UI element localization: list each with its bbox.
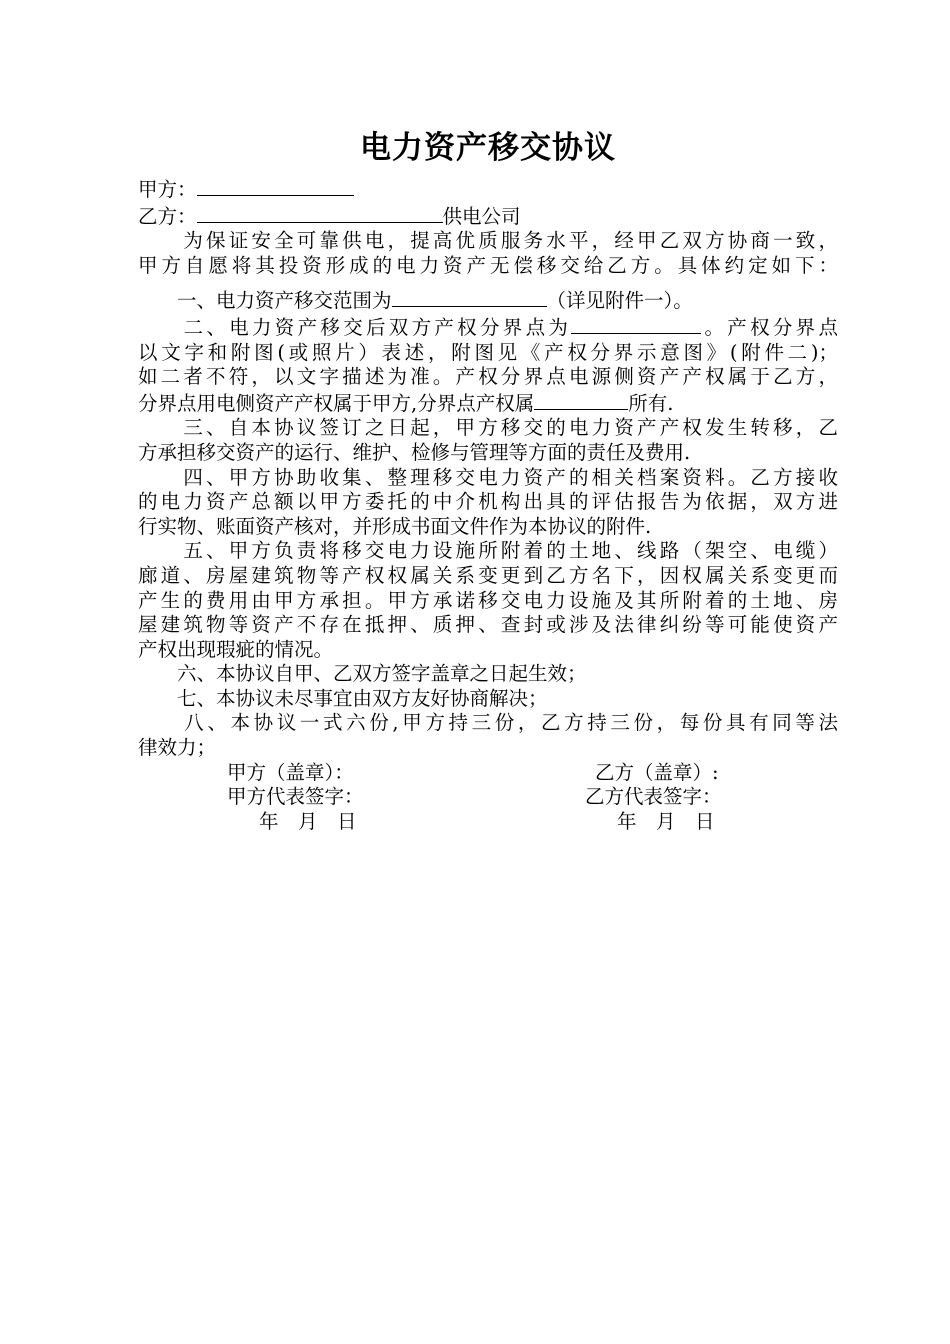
clause-4-line-3: 行实物、账面资产核对，并形成书面文件作为本协议的附件. — [138, 514, 652, 538]
party-a-line — [138, 176, 838, 203]
signature-date-row — [138, 810, 838, 835]
clause-2-line-1 — [138, 314, 838, 341]
clause-4-line-1: 四、甲方协助收集、整理移交电力资产的相关档案资料。乙方接收 — [138, 465, 838, 489]
paragraph-gap — [138, 278, 838, 287]
intro-line-2: 甲方自愿将其投资形成的电力资产无偿移交给乙方。具体约定如下： — [138, 253, 838, 277]
party-b-date: 年 月 日 — [617, 809, 715, 833]
signature-rep-row — [138, 785, 838, 810]
clause-5-line-1: 五、甲方负责将移交电力设施所附着的土地、线路（架空、电缆） — [138, 539, 838, 563]
clause-3-line-1: 三、自本协议签订之日起，甲方移交的电力资产产权发生转移，乙 — [138, 416, 838, 440]
clause-2-line-3: 如二者不符，以文字描述为准。产权分界点电源侧资产产权属于乙方， — [138, 365, 838, 389]
clause-8-line-2: 律效力； — [138, 736, 217, 760]
boundary-point-blank[interactable] — [571, 314, 701, 334]
agreement-document — [138, 126, 838, 834]
transfer-scope-blank[interactable] — [392, 287, 547, 307]
clause-1 — [138, 287, 838, 314]
party-b-line — [138, 203, 838, 230]
clause-3-line-2: 方承担移交资产的运行、维护、检修与管理等方面的责任及费用. — [138, 440, 691, 464]
party-a-blank[interactable] — [197, 176, 354, 196]
clause-5-line-4: 屋建筑物等资产不存在抵押、质押、查封或涉及法律纠纷等可能使资产 — [138, 613, 838, 637]
clause-7: 七、本协议未尽事宜由双方友好协商解决； — [138, 686, 548, 710]
party-b-suffix: 供电公司 — [442, 204, 521, 228]
signature-seal-row — [138, 761, 838, 786]
clause-2-line-4-text: 分界点用电侧资产产权属于甲方,分界点产权属 — [138, 391, 535, 415]
clause-5-line-3: 产生的费用由甲方承担。甲方承诺移交电力设施及其所附着的土地、房 — [138, 588, 838, 612]
clause-1-text: 一、电力资产移交范围为 — [138, 289, 392, 313]
party-b-seal: 乙方（盖章）: — [595, 760, 719, 784]
party-b-blank[interactable] — [197, 203, 443, 223]
clause-4-line-2: 的电力资产总额以甲方委托的中介机构出具的评估报告为依据，双方进 — [138, 490, 838, 514]
boundary-owner-blank[interactable] — [534, 390, 628, 410]
clause-6: 六、本协议自甲、乙双方签字盖章之日起生效； — [138, 662, 587, 686]
clause-8-line-1: 八、本协议一式六份,甲方持三份，乙方持三份，每份具有同等法 — [138, 711, 838, 735]
clause-2-line-2: 以文字和附图(或照片）表述，附图见《产权分界示意图》(附件二)； — [138, 340, 838, 364]
clause-2-line-4 — [138, 390, 838, 417]
party-a-label: 甲方： — [138, 178, 197, 201]
clause-2-line-4-suffix: 所有. — [628, 391, 674, 415]
intro-line-1: 为保证安全可靠供电，提高优质服务水平，经甲乙双方协商一致， — [138, 229, 838, 253]
clause-2-suffix: 。产权分界点 — [701, 315, 838, 339]
party-a-rep: 甲方代表签字： — [227, 785, 364, 809]
clause-2-text: 二、电力资产移交后双方产权分界点为 — [138, 315, 572, 339]
clause-5-line-5: 产权出现瑕疵的情况。 — [138, 637, 334, 661]
party-a-seal: 甲方（盖章）： — [227, 760, 354, 784]
party-b-rep: 乙方代表签字： — [585, 785, 722, 809]
clause-5-line-2: 廊道、房屋建筑物等产权权属关系变更到乙方名下，因权属关系变更而 — [138, 563, 838, 587]
party-a-date: 年 月 日 — [259, 809, 357, 833]
party-b-label: 乙方： — [138, 204, 197, 228]
clause-1-suffix: （详见附件一）。 — [546, 289, 693, 313]
document-title: 电力资产移交协议 — [360, 130, 616, 166]
